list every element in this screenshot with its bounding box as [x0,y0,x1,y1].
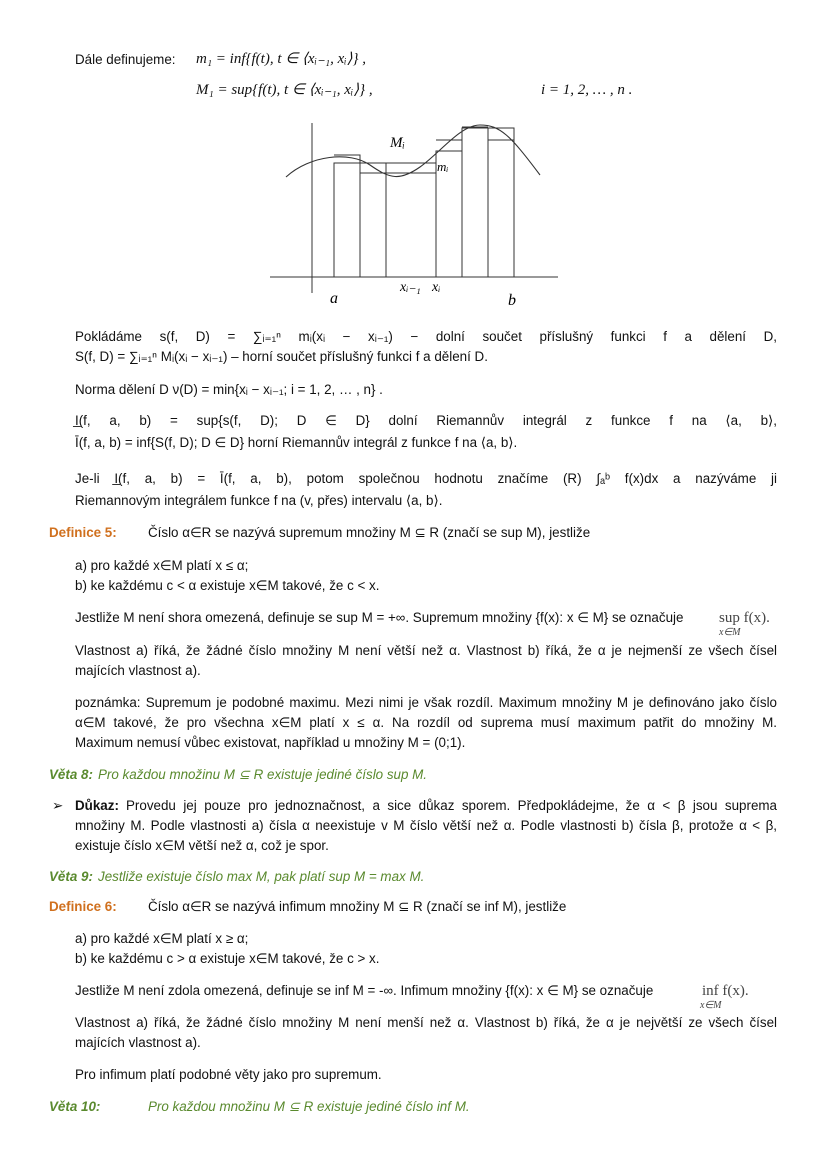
definition-5-label: Definice 5: [49,525,117,540]
label-b: b [508,292,516,309]
def5-item-b: b) ke každému c < α existuje x∈M takové, že c < x. [75,578,380,593]
index-range: i = 1, 2, … , n . [541,82,633,98]
def6-similar: Pro infimum platí podobné věty jako pro supremum. [75,1067,382,1082]
def6-property-2: majících vlastnost a). [75,1035,201,1050]
inf-notation-subscript: x∈M [700,1000,722,1011]
def5-note-1: poznámka: Supremum je podobné maximu. Mezi nimi je však rozdíl. Maximum množiny M je definováno jako číslo [75,695,777,710]
intro-label: Dále definujeme: [75,52,176,67]
label-a: a [330,290,338,307]
def6-unbounded: Jestliže M není zdola omezená, definuje se inf M = -∞. Infimum množiny {f(x): x ∈ M} se označuje [75,983,654,998]
riemann-sum-figure [270,115,560,315]
def5-note-3: Maximum nemusí vůbec existovat, například u množiny M = (0;1). [75,735,466,750]
proof-bullet-icon: ➢ [52,798,64,813]
label-mi: mᵢ [437,159,449,174]
definition-5-text: Číslo α∈R se nazývá supremum množiny M ⊆ R (značí se sup M), jestliže [148,525,591,540]
M-definition: M₁ = sup{f(t), t ∈ ⟨xᵢ₋₁, xᵢ⟩} , [196,82,373,98]
def6-item-b: b) ke každému c > α existuje x∈M takové, že c > x. [75,951,380,966]
proof-line-3: existuje číslo x∈M větší než α, což je spor. [75,838,329,853]
def6-property-1: Vlastnost a) říká, že žádné číslo množiny M není menší než α. Vlastnost b) říká, že α je největší ze všech čísel [75,1015,777,1030]
theorem-10-label: Věta 10: [49,1099,101,1114]
riemann-integral-text-2: Riemannovým integrálem funkce f na (v, přes) intervalu ⟨a, b⟩. [75,493,443,508]
upper-integral-text: Ī(f, a, b) = inf{S(f, D); D ∈ D} horní Riemannův integrál z funkce f na ⟨a, b⟩. [75,435,518,450]
theorem-10-text: Pro každou množinu M ⊆ R existuje jediné číslo inf M. [148,1099,470,1114]
label-xim1: xᵢ₋₁ [400,280,421,295]
inf-notation: inf f(x). [702,983,749,999]
definition-6-text: Číslo α∈R se nazývá infimum množiny M ⊆ R (značí se inf M), jestliže [148,899,567,914]
lower-sum-text: Pokládáme s(f, D) = ∑ᵢ₌₁ⁿ mᵢ(xᵢ − xᵢ₋₁) − dolní součet příslušný funkci f a dělení D, [75,329,777,344]
def5-property-1: Vlastnost a) říká, že žádné číslo množiny M není větší než α. Vlastnost b) říká, že α je nejmenší ze všech čísel [75,643,777,658]
label-xi: xᵢ [432,280,441,295]
upper-sum-text: S(f, D) = ∑ᵢ₌₁ⁿ Mᵢ(xᵢ − xᵢ₋₁) – horní součet příslušný funkci f a dělení D. [75,349,488,364]
sup-notation-subscript: x∈M [719,627,741,638]
theorem-9-label: Věta 9: [49,869,93,884]
definition-6-label: Definice 6: [49,899,117,914]
theorem-8-label: Věta 8: [49,767,93,782]
lower-integral-text: I̲(f, a, b) = sup{s(f, D); D ∈ D} dolní Riemannův integrál z funkce f na ⟨a, b⟩, [75,413,777,428]
def6-item-a: a) pro každé x∈M platí x ≥ α; [75,931,249,946]
theorem-8-text: Pro každou množinu M ⊆ R existuje jediné číslo sup M. [98,767,428,782]
def5-item-a: a) pro každé x∈M platí x ≤ α; [75,558,249,573]
def5-note-2: α∈M takové, že pro všechna x∈M platí x ≤ α. Na rozdíl od suprema musí maximum patřit do množiny M. [75,715,777,730]
proof-line-2: množiny M. Podle vlastnosti a) čísla α neexistuje v M číslo větší než α. Podle vlastnosti b) čísla β, protože α < β, [75,818,777,833]
proof-label: Důkaz: [75,798,119,813]
theorem-9-text: Jestliže existuje číslo max M, pak platí sup M = max M. [98,869,425,884]
norm-definition: Norma dělení D ν(D) = min{xᵢ − xᵢ₋₁; i = 1, 2, … , n} . [75,382,383,397]
m-definition: m₁ = inf{f(t), t ∈ ⟨xᵢ₋₁, xᵢ⟩} , [196,51,366,67]
sup-notation: sup f(x). [719,610,770,626]
def5-unbounded: Jestliže M není shora omezená, definuje se sup M = +∞. Supremum množiny {f(x): x ∈ M} se označuje [75,610,684,625]
label-Mi: Mᵢ [390,135,405,151]
proof-line-1: Provedu jej pouze pro jednoznačnost, a sice důkaz sporem. Předpokládejme, že α < β jsou suprema [126,798,777,813]
def5-property-2: majících vlastnost a). [75,663,201,678]
riemann-integral-text: Je-li I̲(f, a, b) = Ī(f, a, b), potom společnou hodnotu značíme (R) ∫ₐᵇ f(x)dx a nazýváme ji [75,471,777,486]
